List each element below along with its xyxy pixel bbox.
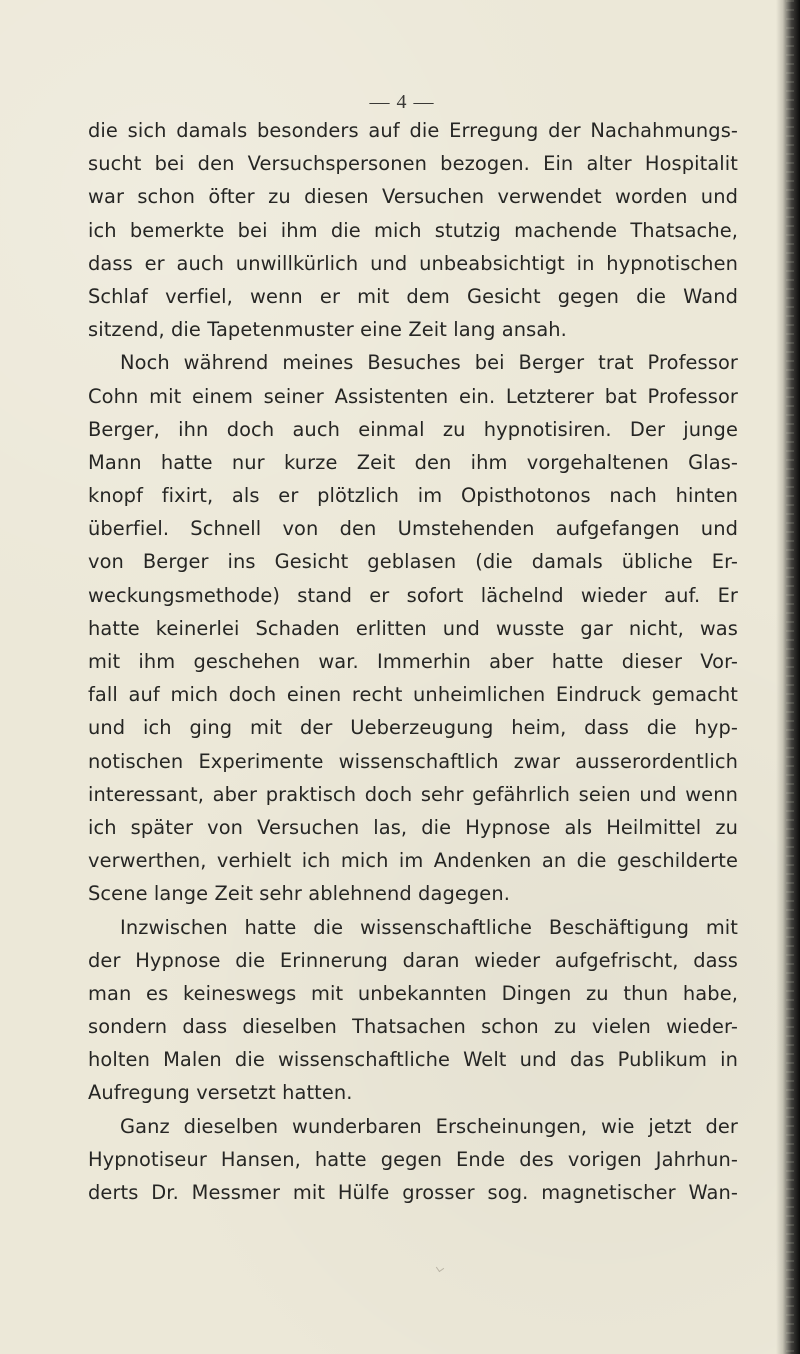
- text-line-5: dass er auch unwillkürlich und unbeabsichtigt in hypnotischen: [88, 251, 738, 275]
- text-line-11: Mann hatte nur kurze Zeit den ihm vorgehaltenen Glas-: [88, 450, 738, 474]
- text-line-25: Inzwischen hatte die wissenschaftliche Beschäftigung mit: [120, 915, 738, 939]
- text-line-26: der Hypnose die Erinnerung daran wieder aufgefrischt, dass: [88, 948, 738, 972]
- text-line-8: Noch während meines Besuches bei Berger trat Professor: [120, 351, 738, 375]
- text-line-14: von Berger ins Gesicht geblasen (die damals übliche Er-: [88, 550, 738, 574]
- text-line-18: fall auf mich doch einen recht unheimlichen Eindruck gemacht: [88, 683, 738, 707]
- text-line-17: mit ihm geschehen war. Immerhin aber hatte dieser Vor-: [88, 650, 738, 673]
- text-line-13: überfiel. Schnell von den Umstehenden aufgefangen und: [88, 517, 738, 541]
- text-line-22: ich später von Versuchen las, die Hypnose als Heilmittel zu: [88, 815, 738, 839]
- text-line-23: verwerthen, verhielt ich mich im Andenken an die geschilderte: [88, 849, 738, 873]
- text-line-7: sitzend, die Tapetenmuster eine Zeit lang ansah.: [88, 318, 567, 342]
- text-line-27: man es keineswegs mit unbekannten Dingen zu thun habe,: [88, 981, 738, 1005]
- text-line-9: Cohn mit einem seiner Assistenten ein. Letzterer bat Professor: [88, 384, 738, 408]
- text-line-21: interessant, aber praktisch doch sehr gefährlich seien und wenn: [88, 782, 738, 806]
- text-line-6: Schlaf verfiel, wenn er mit dem Gesicht gegen die Wand: [88, 284, 738, 308]
- page-edge-texture: [786, 0, 794, 1354]
- text-line-19: und ich ging mit der Ueberzeugung heim, dass die hyp-: [88, 716, 738, 740]
- text-line-32: Hypnotiseur Hansen, hatte gegen Ende des vorigen Jahrhun-: [88, 1147, 738, 1171]
- text-line-30: Aufregung versetzt hatten.: [88, 1081, 353, 1105]
- paper-speck: [436, 1264, 444, 1272]
- text-line-4: ich bemerkte bei ihm die mich stutzig machende Thatsache,: [88, 218, 738, 242]
- text-line-1: die sich damals besonders auf die Erregung der Nachahmungs-: [88, 119, 738, 142]
- body-text: [88, 114, 738, 1209]
- text-line-33: derts Dr. Messmer mit Hülfe grosser sog. magnetischer Wan-: [88, 1181, 738, 1204]
- text-line-10: Berger, ihn doch auch einmal zu hypnotisiren. Der junge: [88, 417, 738, 441]
- text-line-28: sondern dass dieselben Thatsachen schon zu vielen wieder-: [88, 1015, 738, 1039]
- text-line-29: holten Malen die wissenschaftliche Welt und das Publikum in: [88, 1048, 738, 1072]
- text-line-20: notischen Experimente wissenschaftlich zwar ausserordentlich: [88, 749, 738, 773]
- text-line-15: weckungsmethode) stand er sofort lächelnd wieder auf. Er: [88, 583, 738, 607]
- text-line-24: Scene lange Zeit sehr ablehnend dagegen.: [88, 882, 510, 906]
- text-line-12: knopf fixirt, als er plötzlich im Opisthotonos nach hinten: [88, 484, 738, 508]
- page-number: — 4 —: [369, 91, 435, 113]
- text-line-16: hatte keinerlei Schaden erlitten und wusste gar nicht, was: [88, 616, 738, 640]
- text-line-3: war schon öfter zu diesen Versuchen verwendet worden und: [88, 185, 738, 209]
- text-line-2: sucht bei den Versuchspersonen bezogen. Ein alter Hospitalit: [88, 152, 738, 176]
- text-line-31: Ganz dieselben wunderbaren Erscheinungen, wie jetzt der: [120, 1114, 738, 1138]
